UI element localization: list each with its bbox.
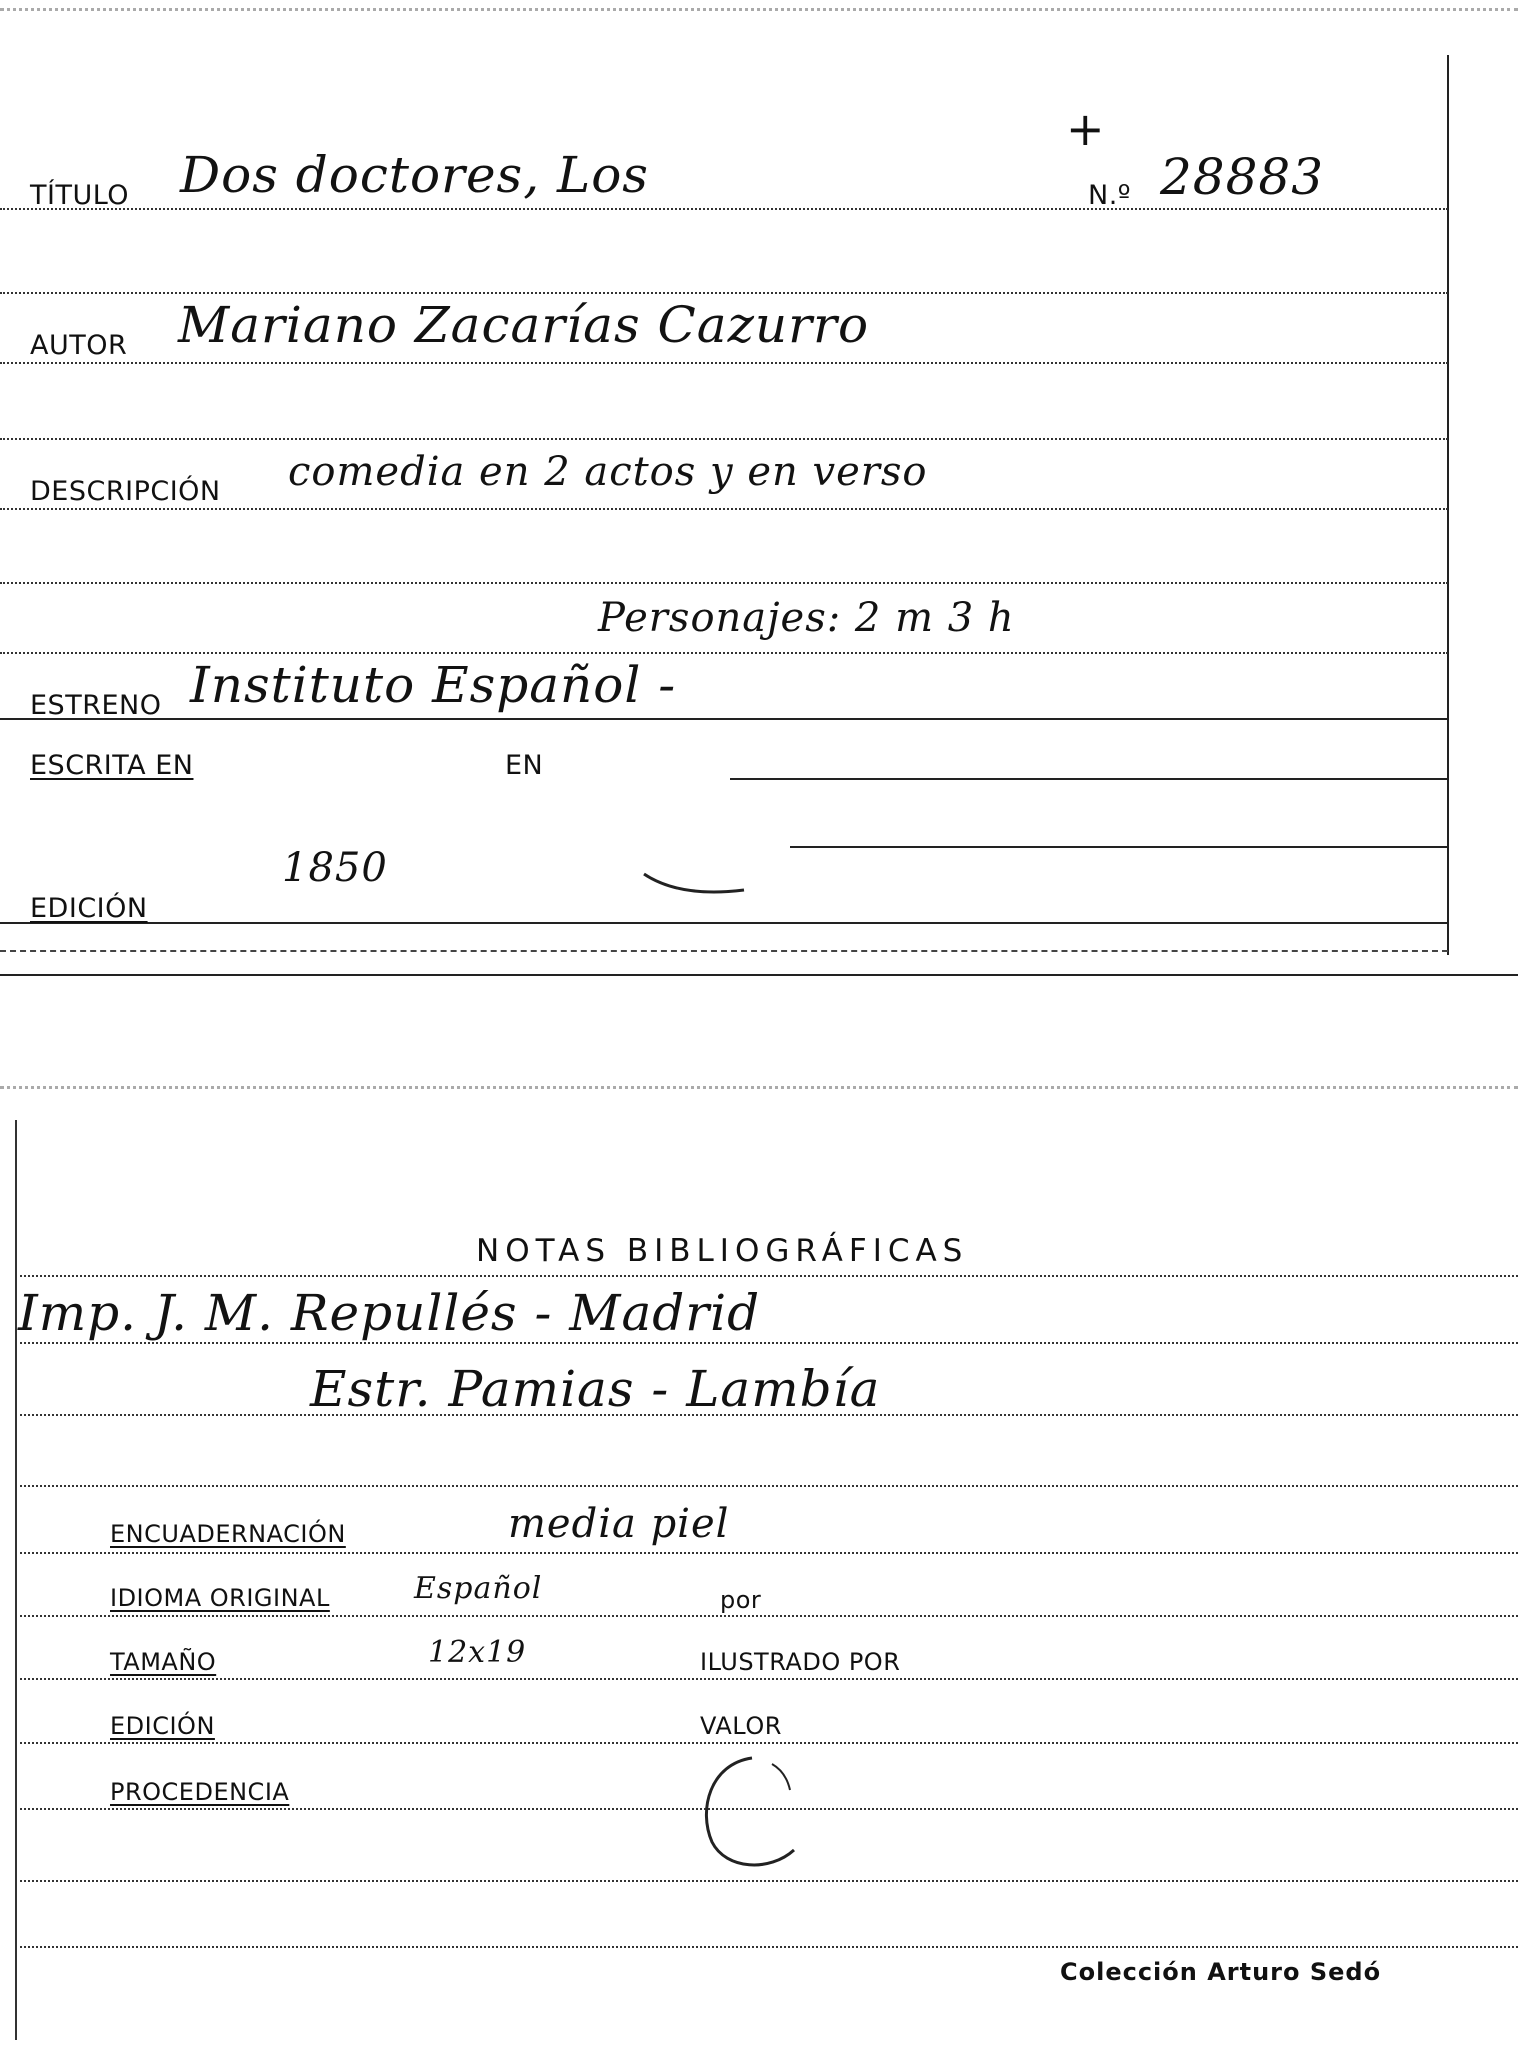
ruled-line bbox=[0, 292, 1448, 294]
procedencia-label: PROCEDENCIA bbox=[110, 1778, 290, 1806]
escrita-en-label: ESCRITA EN bbox=[30, 750, 194, 781]
personajes-value: Personajes: 2 m 3 h bbox=[598, 595, 1015, 641]
titulo-label: TÍTULO bbox=[30, 180, 130, 211]
ruled-line bbox=[730, 778, 1448, 780]
estreno-label: ESTRENO bbox=[30, 690, 162, 721]
ruled-line bbox=[15, 1342, 1518, 1344]
catalog-card-back bbox=[0, 1080, 1518, 2056]
ruled-line bbox=[0, 582, 1448, 584]
plus-mark-icon: + bbox=[1066, 102, 1105, 156]
en-label: EN bbox=[505, 750, 544, 781]
notas-heading: NOTAS BIBLIOGRÁFICAS bbox=[476, 1233, 969, 1269]
ruled-line bbox=[0, 950, 1448, 952]
ruled-line bbox=[15, 1275, 1518, 1277]
ruled-line bbox=[15, 1552, 1518, 1554]
autor-label: AUTOR bbox=[30, 330, 128, 361]
ruled-line bbox=[0, 362, 1448, 364]
card-separator bbox=[0, 974, 1518, 976]
ilustrado-por-label: ILUSTRADO POR bbox=[700, 1648, 901, 1676]
ruled-line bbox=[0, 718, 1448, 720]
autor-value: Mariano Zacarías Cazurro bbox=[178, 296, 870, 354]
card-top-edge bbox=[0, 1086, 1518, 1099]
edicion-label: EDICIÓN bbox=[30, 893, 148, 924]
card-left-border bbox=[15, 1120, 17, 2040]
note-line-1: Imp. J. M. Repullés - Madrid bbox=[18, 1284, 761, 1342]
ruled-line bbox=[15, 1615, 1518, 1617]
titulo-value: Dos doctores, Los bbox=[180, 146, 649, 204]
card-top-edge bbox=[0, 8, 1518, 21]
stamp-circle-mark bbox=[690, 1750, 810, 1880]
numero-label: N.º bbox=[1088, 180, 1132, 211]
numero-value: 28883 bbox=[1160, 148, 1325, 206]
ruled-line bbox=[0, 652, 1448, 654]
idioma-label: IDIOMA ORIGINAL bbox=[110, 1584, 330, 1612]
ruled-line bbox=[15, 1946, 1518, 1948]
descripcion-label: DESCRIPCIÓN bbox=[30, 476, 221, 507]
idioma-value: Español bbox=[414, 1571, 543, 1606]
tamano-value: 12x19 bbox=[428, 1635, 527, 1670]
ruled-line bbox=[0, 438, 1448, 440]
ruled-line bbox=[15, 1678, 1518, 1680]
note-line-2: Estr. Pamias - Lambía bbox=[310, 1360, 881, 1418]
encuadernacion-value: media piel bbox=[508, 1501, 730, 1547]
ruled-line bbox=[15, 1485, 1518, 1487]
tamano-label: TAMAÑO bbox=[110, 1648, 217, 1676]
por-label: por bbox=[720, 1586, 762, 1614]
collection-footer: Colección Arturo Sedó bbox=[1060, 1958, 1382, 1986]
estreno-value: Instituto Español - bbox=[190, 656, 677, 714]
descripcion-value: comedia en 2 actos y en verso bbox=[288, 449, 928, 495]
ruled-line bbox=[790, 846, 1448, 848]
card-right-border bbox=[1447, 55, 1449, 955]
edicion-back-label: EDICIÓN bbox=[110, 1712, 215, 1740]
ruled-line bbox=[0, 508, 1448, 510]
ruled-line bbox=[0, 208, 1448, 210]
ruled-line bbox=[15, 1880, 1518, 1882]
valor-label: VALOR bbox=[700, 1712, 782, 1740]
ruled-line bbox=[15, 1742, 1518, 1744]
encuadernacion-label: ENCUADERNACIÓN bbox=[110, 1520, 346, 1548]
edicion-value: 1850 bbox=[282, 845, 388, 891]
pen-stroke-mark bbox=[640, 860, 750, 910]
ruled-line bbox=[0, 922, 1448, 924]
catalog-card-front bbox=[0, 0, 1518, 975]
